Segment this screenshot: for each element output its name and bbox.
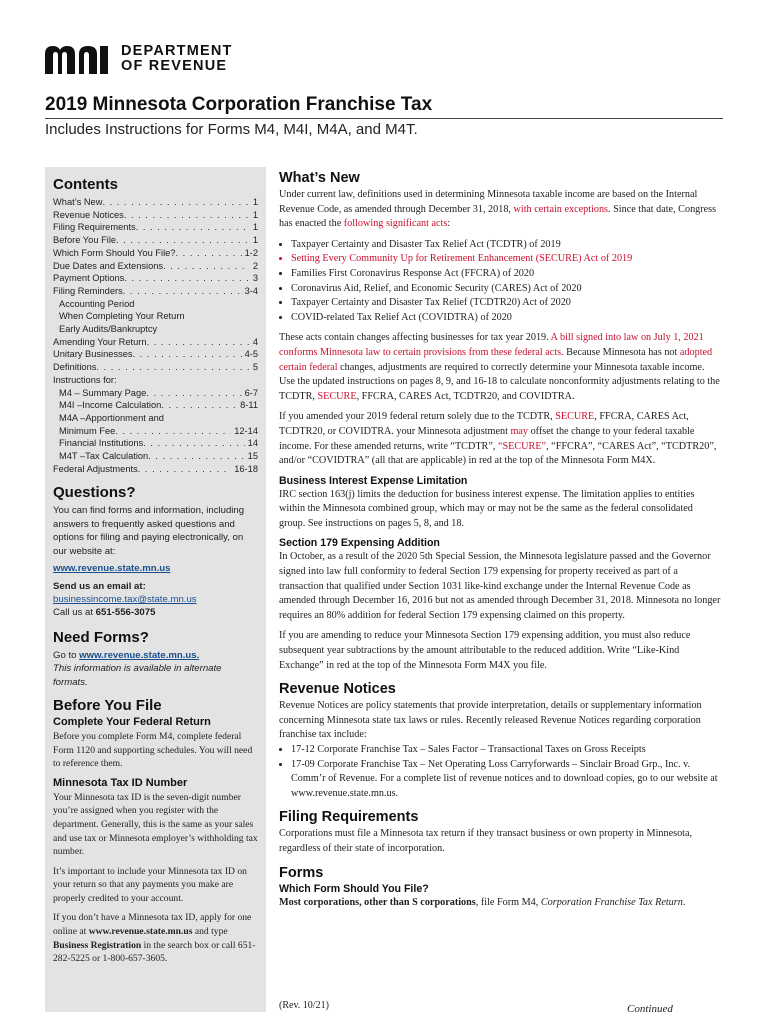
toc-entry[interactable]: Amending Your Return . . . 4: [53, 336, 258, 349]
toc-entry[interactable]: Due Dates and Extensions . . . 2: [53, 260, 258, 273]
revenue-notices-text: Revenue Notices are policy statements that provide interpretation, details or supplementary information concerning Minnesota state tax laws or rules. Recently released Revenue Notices regarding corporation franchise tax include:: [279, 700, 702, 741]
act-list-item: • Setting Every Community Up for Retirement Enhancement (SECURE) Act of 2019: [291, 252, 721, 267]
website-link[interactable]: www.revenue.state.mn.us: [53, 563, 171, 575]
email-label: Send us an email at:: [53, 580, 146, 592]
toc-entry[interactable]: Payment Options . . . 3: [53, 272, 258, 285]
toc-entry[interactable]: Filing Reminders . . . 3-4: [53, 285, 258, 298]
toc-subentry[interactable]: Accounting Period: [59, 298, 135, 309]
act-list-item: • Taxpayer Certainty and Disaster Tax Relief Act (TCDTR) of 2019: [291, 238, 721, 253]
forms-heading: Forms: [279, 864, 324, 881]
revision-date: (Rev. 10/21): [279, 1000, 329, 1011]
toc-subentry[interactable]: Early Audits/Bankruptcy: [59, 324, 158, 335]
continued-label: Continued: [627, 1003, 673, 1015]
toc-instructions-for: Instructions for:: [53, 374, 117, 385]
complete-federal-return-heading: Complete Your Federal Return: [53, 715, 211, 728]
whats-new-paragraph-3: If you amended your 2019 federal return solely due to the TCDTR, SECURE, FFCRA, CARES Act, TCDTR20, or COVIDTRA. your Minnesota adjustment may offset the change to your federal taxable income. For these amended returns, write “TCDTR”, “SECURE”, “FFCRA”, “CARES Act”, “TCDTR20”, and/or “COVIDTRA” (all that are applicable) in red at the top of the Minnesota Form M4X.: [279, 411, 717, 467]
questions-text: You can find forms and information, including answers to frequently asked questions and options for filing and paying electronically, on our website at:: [53, 505, 245, 557]
before-you-file-heading: Before You File: [53, 696, 162, 714]
toc-entry[interactable]: M4T –Tax Calculation . . . 15: [59, 450, 258, 463]
filing-requirements-heading: Filing Requirements: [279, 809, 419, 826]
need-forms-prefix: Go to: [53, 649, 80, 661]
toc-entry[interactable]: M4 – Summary Page . . . 6-7: [59, 387, 258, 400]
revenue-notices-heading: Revenue Notices: [279, 681, 396, 698]
document-title: 2019 Minnesota Corporation Franchise Tax: [45, 94, 433, 115]
notice-list-item: • 17-09 Corporate Franchise Tax – Net Operating Loss Carryforwards – Sinclair Broad Grp., Inc. v. Comm’r of Revenue. For a complete list of revenue notices and to download copies, go to our website at www.revenue.state.mn.us.: [291, 758, 721, 802]
alternate-formats-note: This information is available in alternate formats.: [53, 663, 222, 688]
toc-entry[interactable]: M4I –Income Calculation . . . 8-11: [59, 399, 258, 412]
call-label: Call us at: [53, 607, 96, 619]
whats-new-intro: Under current law, definitions used in determining Minnesota taxable income are based on the Internal Revenue Code, as amended through December 31, 2018, with certain exceptions. Since that date, Congress has enacted the following significant acts:: [279, 189, 717, 230]
section-179-heading: Section 179 Expensing Addition: [279, 537, 440, 550]
tax-id-text-1: Your Minnesota tax ID is the seven-digit number you’re assigned when you register with the department. Generally, this is the same as your sales and use tax or Minnesota employer’s withholding tax number.: [53, 791, 258, 858]
notice-list-item: • 17-12 Corporate Franchise Tax – Sales Factor – Transactional Taxes on Gross Receipts: [291, 743, 721, 758]
table-of-contents: [53, 196, 258, 475]
title-divider: [45, 118, 723, 119]
main-content: [279, 170, 721, 916]
toc-entry[interactable]: Unitary Businesses . . . 4-5: [53, 348, 258, 361]
act-list-item: • Families First Coronavirus Response Act (FFCRA) of 2020: [291, 267, 721, 282]
department-logo: [45, 44, 233, 74]
toc-subentry[interactable]: When Completing Your Return: [59, 311, 185, 322]
tax-id-text-2: It’s important to include your Minnesota tax ID on your return so that any payments you make are properly credited to your account.: [53, 865, 247, 904]
logo-line1: DEPARTMENT: [121, 43, 233, 59]
whats-new-heading: What’s New: [279, 170, 360, 186]
toc-entry[interactable]: Financial Institutions . . . 14: [59, 437, 258, 450]
sidebar: [45, 167, 266, 1012]
section-179-text-1: In October, as a result of the 2020 5th Special Session, the Minnesota legislature passed and the Governor signed into law full conformity to federal Section 179 expensing for property received as part of a transaction that qualified under Section 1031 like-kind exchange under the Internal Revenue Code as amended through December 16, 2016 but not as amended through December 31, 2018. Minnesota no longer requires an 80% addition for federal Section 179 expensing claimed on this property.: [279, 551, 721, 621]
forms-link[interactable]: www.revenue.state.mn.us.: [79, 649, 200, 661]
toc-entry[interactable]: Filing Requirements . . . 1: [53, 221, 258, 234]
business-interest-heading: Business Interest Expense Limitation: [279, 474, 468, 487]
toc-entry[interactable]: Definitions . . . 5: [53, 361, 258, 374]
need-forms-heading: Need Forms?: [53, 628, 149, 646]
mn-logo-mark: [45, 44, 109, 74]
toc-entry[interactable]: Which Form Should You File? . . . 1-2: [53, 247, 258, 260]
business-interest-text: IRC section 163(j) limits the deduction for business interest expense. The limitation applies to entities within the Minnesota combined group, which may or may not be the same as the federal consolidated group. See instructions on pages 5, 8, and 18.: [279, 488, 695, 529]
questions-heading: Questions?: [53, 484, 136, 502]
act-list-item: • Coronavirus Aid, Relief, and Economic Security (CARES) Act of 2020: [291, 282, 721, 297]
tax-id-text-3: If you don’t have a Minnesota tax ID, apply for one online at www.revenue.state.mn.us and type Business Registration in the search box or call 651-282-5225 or 1-800-657-3605.: [53, 912, 256, 965]
act-list-item: • Taxpayer Certainty and Disaster Tax Relief (TCDTR20) Act of 2020: [291, 296, 721, 311]
complete-federal-return-text: Before you complete Form M4, complete federal Form 1120 and supporting schedules. You will need to reference them.: [53, 730, 253, 770]
email-link[interactable]: businessincome.tax@state.mn.us: [53, 593, 197, 605]
contents-heading: Contents: [53, 176, 118, 193]
section-179-text-2: If you are amending to reduce your Minnesota Section 179 expensing addition, you must also reduce subsequent year subtractions by the amount attributable to the reduced addition. Write “Like-Kind Exchange” in red at the top of the Minnesota Form M4X you file.: [279, 630, 691, 671]
website-link-2[interactable]: www.revenue.state.mn.us: [88, 926, 193, 938]
logo-text: [121, 44, 233, 74]
document-subtitle: Includes Instructions for Forms M4, M4I, M4A, and M4T.: [45, 121, 418, 138]
which-form-heading: Which Form Should You File?: [279, 882, 429, 895]
tax-id-heading: Minnesota Tax ID Number: [53, 776, 188, 789]
filing-requirements-text: Corporations must file a Minnesota tax return if they transact business or own property in Minnesota, regardless of their state of incorporation.: [279, 828, 693, 854]
revenue-notices-list: [279, 743, 721, 801]
toc-entry[interactable]: What’s New . . . 1: [53, 196, 258, 209]
logo-line2: OF REVENUE: [121, 58, 228, 74]
toc-entry[interactable]: Before You File . . . 1: [53, 234, 258, 247]
act-list-item: • COVID-related Tax Relief Act (COVIDTRA) of 2020: [291, 311, 721, 326]
toc-entry[interactable]: Revenue Notices . . . 1: [53, 209, 258, 222]
whats-new-paragraph-2: These acts contain changes affecting businesses for tax year 2019. A bill signed into law on July 1, 2021 conforms Minnesota law to certain provisions from these federal acts. Because Minnesota has not adopted certain federal changes, adjustments are required to correctly determine your Minnesota taxable income. Use the updated instructions on pages 8, 9, and 16-18 to calculate nonconformity adjustments relating to the TCDTR, SECURE, FFCRA, CARES Act, TCDTR20, and COVIDTRA.: [279, 332, 720, 402]
toc-entry[interactable]: Minimum Fee . . . 12-14: [59, 425, 258, 438]
federal-acts-list: [279, 238, 721, 326]
toc-entry[interactable]: M4A –Apportionment and: [59, 412, 164, 423]
toc-entry[interactable]: Federal Adjustments . . . 16-18: [53, 463, 258, 476]
phone-number: 651-556-3075: [95, 607, 156, 619]
which-form-text: Most corporations, other than S corporations, file Form M4, Corporation Franchise Tax Return.: [279, 896, 686, 908]
